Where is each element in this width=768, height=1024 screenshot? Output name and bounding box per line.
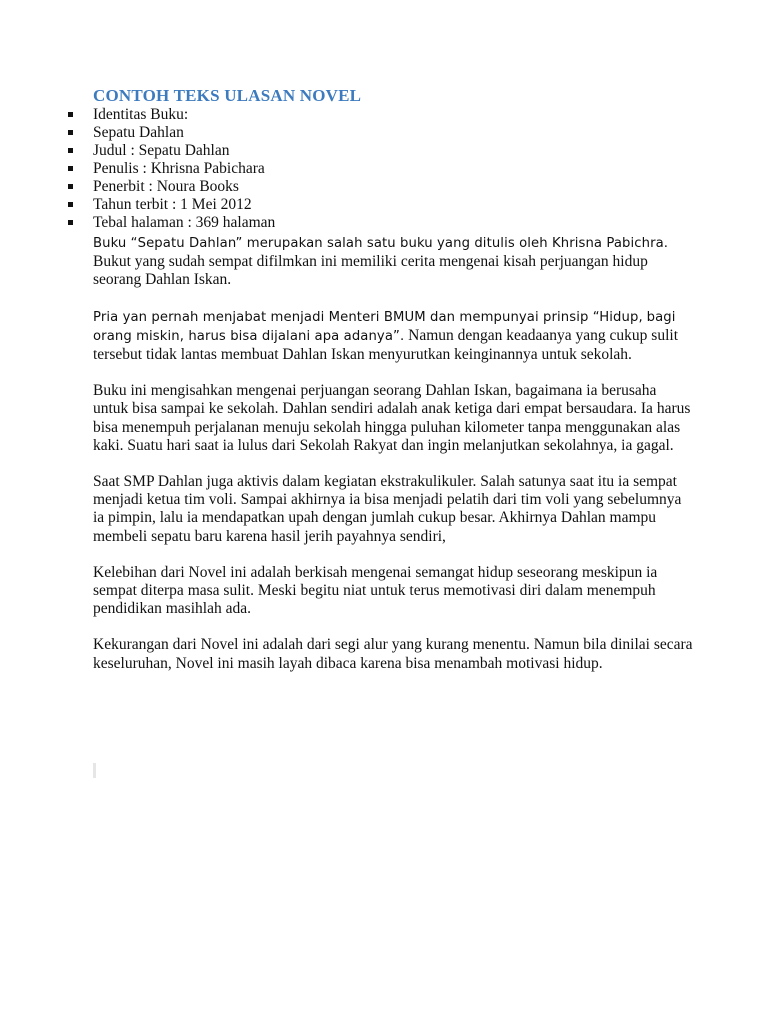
paragraph-intro: Buku “Sepatu Dahlan” merupakan salah satu buku yang ditulis oleh Khrisna Pabichra. Bukut yang sudah sempat difilmkan ini memiliki cerita mengenai kisah perjuangan hidup seorang Dahlan Iskan. xyxy=(93,236,669,289)
list-item: Penulis : Khrisna Pabichara xyxy=(93,160,693,178)
bullet-icon xyxy=(68,184,73,189)
bullet-icon xyxy=(68,220,73,225)
list-item: Judul : Sepatu Dahlan xyxy=(93,142,693,160)
list-item: Identitas Buku: xyxy=(93,106,693,124)
bullet-icon xyxy=(68,166,73,171)
bullet-icon xyxy=(68,202,73,207)
list-item: Tahun terbit : 1 Mei 2012 xyxy=(93,196,693,214)
bullet-icon xyxy=(68,148,73,153)
paragraph-profile: Pria yan pernah menjabat menjadi Menteri BMUM dan mempunyai prinsip “Hidup, bagi orang miskin, harus bisa dijalani apa adanya”. Namun dengan keadaanya yang cukup sulit tersebut tidak lantas membuat Dahlan Iskan menyurutkan keinginannya untuk sekolah. xyxy=(93,309,679,364)
paragraph-strengths: Kelebihan dari Novel ini adalah berkisah mengenai semangat hidup seseorang meskipun ia sempat diterpa masa sulit. Meski begitu niat untuk terus memotivasi diri dalam menempuh pendidikan masihlah ada. xyxy=(93,563,658,618)
list-item: Penerbit : Noura Books xyxy=(93,178,693,196)
paragraph-story: Buku ini mengisahkan mengenai perjuangan seorang Dahlan Iskan, bagaimana ia berusaha untuk bisa sampai ke sekolah. Dahlan sendiri adalah anak ketiga dari empat bersaudara. Ia harus bisa menempuh perjalanan menuju sekolah hingga puluhan kilometer tanpa menggunakan alas kaki. Suatu hari saat ia lulus dari Sekolah Rakyat dan ingin melanjutkan sekolahnya, ia gagal. xyxy=(93,382,691,454)
document-title: CONTOH TEKS ULASAN NOVEL xyxy=(93,86,362,105)
bullet-icon xyxy=(68,130,73,135)
book-identity-list xyxy=(93,106,693,232)
list-item: Sepatu Dahlan xyxy=(93,124,693,142)
paragraph-weaknesses: Kekurangan dari Novel ini adalah dari segi alur yang kurang menentu. Namun bila dinilai secara keseluruhan, Novel ini masih layah dibaca karena bisa menambah motivasi hidup. xyxy=(93,636,693,672)
text-cursor xyxy=(93,763,96,778)
paragraph-smp: Saat SMP Dahlan juga aktivis dalam kegiatan ekstrakulikuler. Salah satunya saat itu ia sempat menjadi ketua tim voli. Sampai akhirnya ia bisa menjadi pelatih dari tim voli yang sebelumnya ia pimpin, lalu ia mendapatkan upah dengan jumlah cukup besar. Akhirnya Dahlan mampu membeli sepatu baru karena hasil jerih payahnya sendiri, xyxy=(93,473,682,545)
list-item: Tebal halaman : 369 halaman xyxy=(93,214,693,232)
bullet-icon xyxy=(68,112,73,117)
document-page xyxy=(93,86,693,673)
